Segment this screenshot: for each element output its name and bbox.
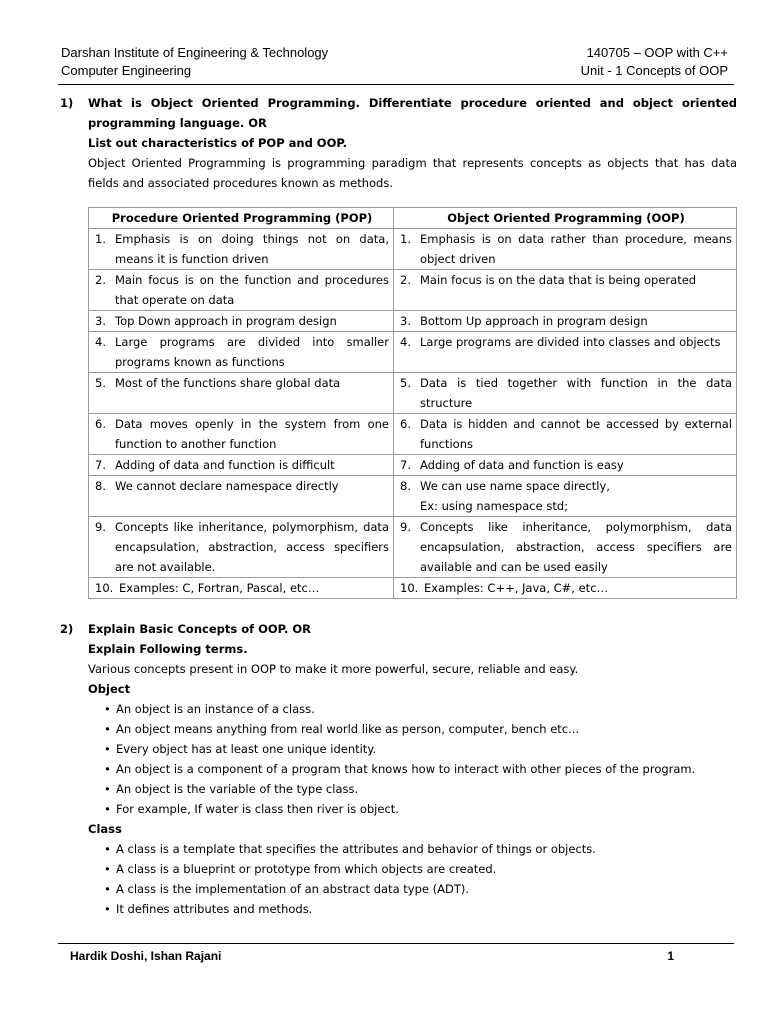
table-row (89, 373, 737, 414)
header-divider (58, 84, 734, 85)
class-heading: Class (88, 822, 122, 836)
item-number: 2. (400, 273, 411, 287)
question-body (88, 93, 737, 599)
item-text: We can use name space directly, (420, 479, 610, 493)
question-number: 1) (60, 96, 74, 110)
item-number: 10. (95, 581, 114, 595)
item-text: Data is tied together with function in the data structure (420, 376, 732, 410)
item-text: Large programs are divided into classes and objects (420, 335, 721, 349)
table-row (89, 476, 737, 517)
table-row (89, 455, 737, 476)
question-intro: Various concepts present in OOP to make it more powerful, secure, reliable and easy. (88, 662, 579, 676)
item-number: 9. (400, 520, 411, 534)
list-item: • An object means anything from real world like as person, computer, bench etc... (106, 719, 736, 739)
item-text: Examples: C, Fortran, Pascal, etc… (119, 581, 320, 595)
table-cell-oop (394, 229, 737, 270)
table-cell-oop (394, 270, 737, 311)
item-number: 3. (95, 314, 106, 328)
list-item: • For example, If water is class then river is object. (106, 799, 736, 819)
list-item: • A class is a template that specifies the attributes and behavior of things or objects. (106, 839, 736, 859)
question-body (88, 619, 736, 919)
item-text: Bottom Up approach in program design (420, 314, 648, 328)
question-number: 2) (60, 622, 74, 636)
item-text: Concepts like inheritance, polymorphism, data encapsulation, abstraction, access specifiers are available and can be used easily (420, 520, 732, 574)
item-text: Concepts like inheritance, polymorphism, data encapsulation, abstraction, access specifiers are not available. (115, 520, 389, 574)
table-row (89, 414, 737, 455)
table-header-pop: Procedure Oriented Programming (POP) (89, 208, 394, 229)
list-item: • An object is an instance of a class. (106, 699, 736, 719)
header-left (61, 44, 328, 80)
table-row (89, 311, 737, 332)
list-item: • A class is a blueprint or prototype from which objects are created. (106, 859, 736, 879)
table-cell-oop (394, 373, 737, 414)
table-cell-pop (89, 332, 394, 373)
item-number: 7. (400, 458, 411, 472)
item-number: 4. (400, 335, 411, 349)
page-content (60, 93, 736, 919)
table-header-oop: Object Oriented Programming (OOP) (394, 208, 737, 229)
list-item: • It defines attributes and methods. (106, 899, 736, 919)
item-text: Adding of data and function is easy (420, 458, 624, 472)
item-text: Most of the functions share global data (115, 376, 341, 390)
question-title: What is Object Oriented Programming. Differentiate procedure oriented and object oriented programming language. OR (88, 96, 737, 130)
item-text: Main focus is on the function and procedures that operate on data (115, 273, 389, 307)
item-text: Large programs are divided into smaller programs known as functions (115, 335, 389, 369)
course-code: 140705 – OOP with C++ (586, 45, 728, 60)
question-title: Explain Basic Concepts of OOP. OR (88, 622, 311, 636)
object-heading: Object (88, 682, 131, 696)
item-text: Emphasis is on data rather than procedure, means object driven (420, 232, 732, 266)
item-number: 6. (95, 417, 106, 431)
item-number: 2. (95, 273, 106, 287)
item-text: We cannot declare namespace directly (115, 479, 339, 493)
item-number: 1. (400, 232, 411, 246)
item-text: Main focus is on the data that is being operated (420, 273, 697, 287)
header-right (581, 44, 728, 80)
table-cell-pop (89, 311, 394, 332)
table-cell-oop (394, 455, 737, 476)
table-cell-pop (89, 476, 394, 517)
item-number: 10. (400, 581, 419, 595)
table-cell-pop (89, 517, 394, 578)
table-cell-oop (394, 414, 737, 455)
table-row (89, 578, 737, 599)
question-subtitle: List out characteristics of POP and OOP. (88, 136, 348, 150)
table-header-row (89, 208, 737, 229)
table-cell-pop (89, 373, 394, 414)
item-number: 9. (95, 520, 106, 534)
item-number: 5. (95, 376, 106, 390)
list-item: • A class is the implementation of an abstract data type (ADT). (106, 879, 736, 899)
item-number: 1. (95, 232, 106, 246)
item-text: Emphasis is on doing things not on data, means it is function driven (115, 232, 389, 266)
question-1 (60, 93, 736, 599)
item-text: Data moves openly in the system from one function to another function (115, 417, 389, 451)
table-row (89, 517, 737, 578)
item-number: 3. (400, 314, 411, 328)
table-cell-pop (89, 229, 394, 270)
department-name: Computer Engineering (61, 63, 192, 78)
institute-name: Darshan Institute of Engineering & Technology (61, 45, 329, 60)
table-cell-oop (394, 517, 737, 578)
table-row (89, 229, 737, 270)
item-number: 8. (400, 479, 411, 493)
question-subtitle: Explain Following terms. (88, 642, 248, 656)
object-list (88, 699, 736, 819)
item-number: 8. (95, 479, 106, 493)
footer-authors: Hardik Doshi, Ishan Rajani (70, 949, 222, 963)
item-number: 4. (95, 335, 106, 349)
comparison-table (88, 207, 737, 599)
item-number: 6. (400, 417, 411, 431)
table-cell-oop (394, 476, 737, 517)
table-cell-pop (89, 414, 394, 455)
table-cell-oop (394, 311, 737, 332)
table-row (89, 332, 737, 373)
table-row (89, 270, 737, 311)
item-text: Adding of data and function is difficult (115, 458, 335, 472)
table-cell-oop (394, 332, 737, 373)
list-item: • An object is the variable of the type class. (106, 779, 736, 799)
table-cell-pop (89, 578, 394, 599)
item-number: 5. (400, 376, 411, 390)
list-item: • An object is a component of a program that knows how to interact with other pieces of the program. (106, 759, 736, 779)
item-text: Top Down approach in program design (115, 314, 337, 328)
item-text: Data is hidden and cannot be accessed by external functions (420, 417, 732, 451)
question-intro: Object Oriented Programming is programming paradigm that represents concepts as objects that has data fields and associated procedures known as methods. (88, 156, 737, 190)
table-cell-pop (89, 455, 394, 476)
item-text-extra: Ex: using namespace std; (420, 499, 569, 513)
list-item: • Every object has at least one unique identity. (106, 739, 736, 759)
unit-title: Unit - 1 Concepts of OOP (580, 63, 728, 78)
item-number: 7. (95, 458, 106, 472)
table-cell-pop (89, 270, 394, 311)
table-cell-oop (394, 578, 737, 599)
question-2 (60, 619, 736, 919)
table-body (89, 229, 737, 599)
item-text: Examples: C++, Java, C#, etc… (424, 581, 609, 595)
footer-divider (58, 943, 734, 944)
class-list (88, 839, 736, 919)
page-number: 1 (667, 949, 674, 963)
